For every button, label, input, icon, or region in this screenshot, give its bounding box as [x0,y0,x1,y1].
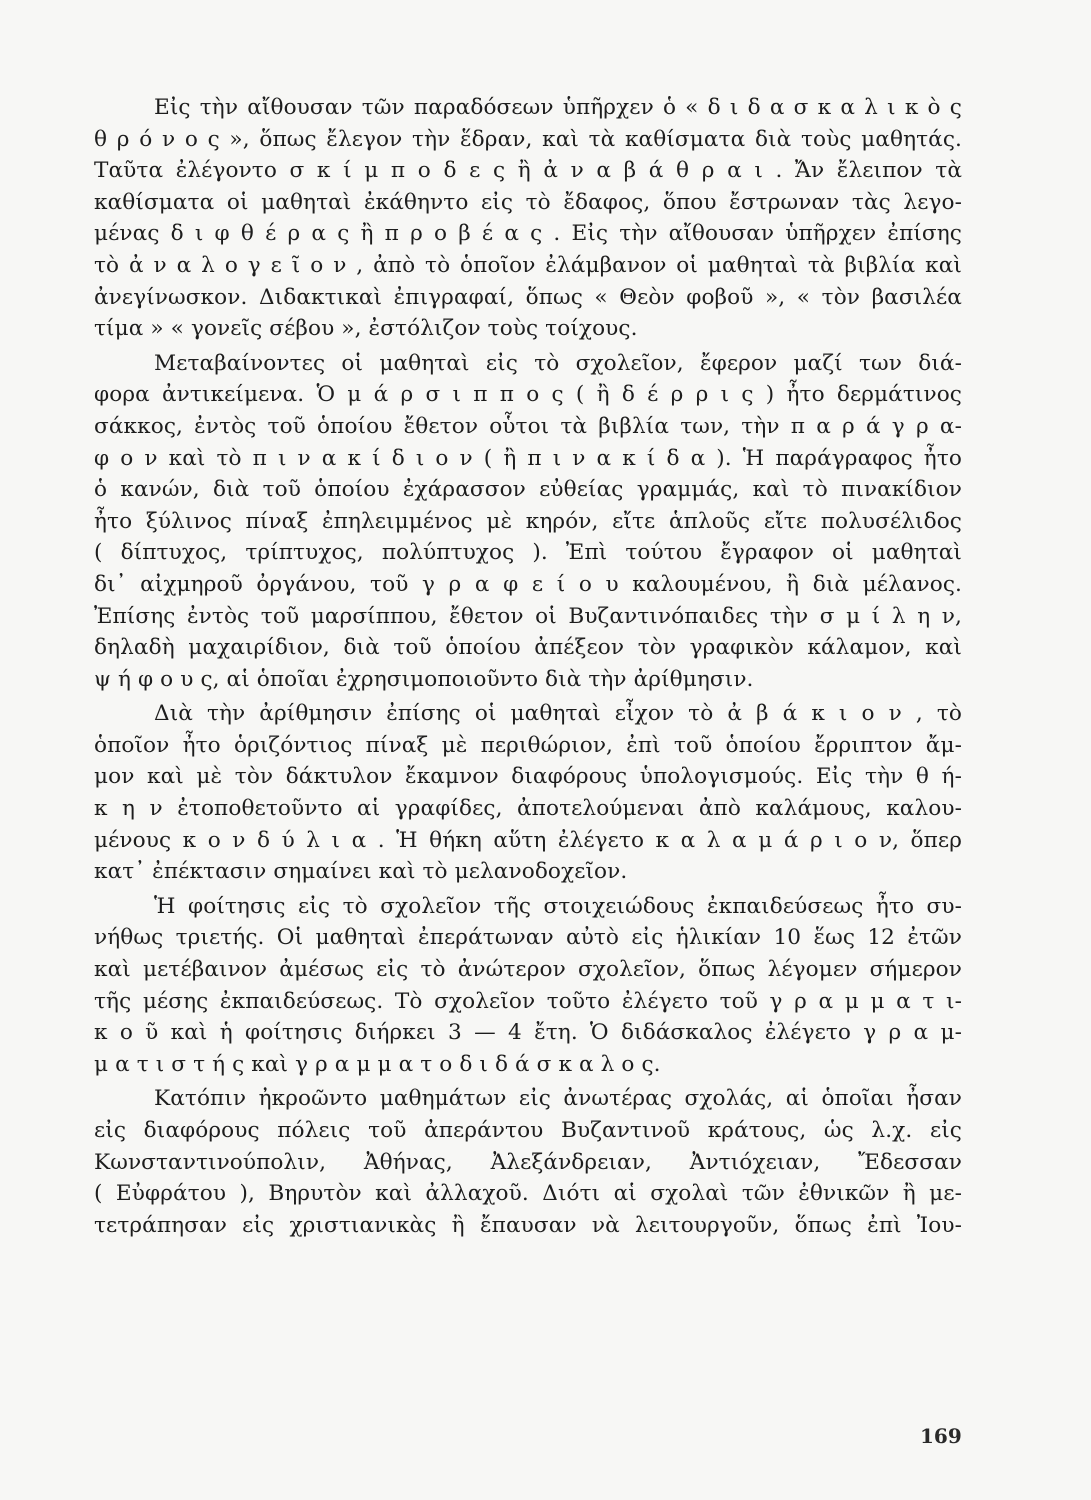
paragraph-counting [94,698,962,888]
text-line: Κωνσταντινούπολιν, Ἀθήνας, Ἀλεξάνδρειαν, Ἀντιόχειαν, Ἔδεσσαν [94,1149,962,1175]
text-line: Εἰς τὴν αἴθουσαν τῶν παραδόσεων ὑπῆρχεν ὁ « δ ι δ α σ κ α λ ι κ ὸ ς [154,95,962,120]
text-line: μένας δ ι φ θ έ ρ α ς ἢ π ρ ο β έ α ς . Εἰς τὴν αἴθουσαν ὑπῆρχεν ἐπίσης [94,221,962,247]
paragraph-school-items [94,348,962,696]
text-line: εἰς διαφόρους πόλεις τοῦ ἀπεράντου Βυζαντινοῦ κράτους, ὡς λ.χ. εἰς [94,1118,962,1143]
text-line: καὶ μετέβαινον ἀμέσως εἰς τὸ ἀνώτερον σχολεῖον, ὅπως λέγομεν σήμερον [94,957,962,983]
text-line: δι᾽ αἰχμηροῦ ὀργάνου, τοῦ γ ρ α φ ε ί ο υ καλουμένου, ἢ διὰ μέλανος. [94,571,962,597]
text-line: ὁ κανών, διὰ τοῦ ὁποίου ἐχάρασσον εὐθείας γραμμάς, καὶ τὸ πινακίδιον [94,477,962,503]
text-line: φ ο ν καὶ τὸ π ι ν α κ ί δ ι ο ν ( ἢ π ι ν α κ ί δ α ). Ἡ παράγραφος ἦτο [94,445,962,471]
text-line: τὸ ἀ ν α λ ο γ ε ῖ ο ν , ἀπὸ τὸ ὁποῖον ἐλάμβανον οἱ μαθηταὶ τὰ βιβλία καὶ [94,252,962,278]
body-text [94,92,962,1241]
text-line: Ἡ φοίτησις εἰς τὸ σχολεῖον τῆς στοιχειώδους ἐκπαιδεύσεως ἦτο συ- [154,893,962,919]
page-number: 169 [920,1424,962,1448]
text-line: Ἐπίσης ἐντὸς τοῦ μαρσίππου, ἔθετον οἱ Βυζαντινόπαιδες τὴν σ μ ί λ η ν, [94,603,962,629]
paragraph-classroom [94,92,962,345]
text-line: μον καὶ μὲ τὸν δάκτυλον ἔκαμνον διαφόρους ὑπολογισμούς. Εἰς τὴν θ ή- [94,764,962,790]
text-line: ὁποῖον ἦτο ὁριζόντιος πίναξ μὲ περιθώριον, ἐπὶ τοῦ ὁποίου ἔρριπτον ἄμ- [94,732,962,758]
text-line: Μεταβαίνοντες οἱ μαθηταὶ εἰς τὸ σχολεῖον, ἔφερον μαζί των διά- [154,350,962,376]
text-line: θ ρ ό ν ο ς », ὅπως ἔλεγον τὴν ἕδραν, καὶ τὰ καθίσματα διὰ τοὺς μαθητάς. [94,126,962,152]
paragraph-higher-schools [94,1083,962,1241]
text-line: τίμα » « γονεῖς σέβου », ἐστόλιζον τοὺς τοίχους. [94,316,638,342]
text-line: καθίσματα οἱ μαθηταὶ ἐκάθηντο εἰς τὸ ἔδαφος, ὅπου ἔστρωναν τὰς λεγο- [94,189,962,215]
text-line: νήθως τριετής. Οἱ μαθηταὶ ἐπεράτωναν αὐτὸ εἰς ἡλικίαν 10 ἕως 12 ἐτῶν [94,925,962,951]
text-line: ( Εὐφράτου ), Βηρυτὸν καὶ ἀλλαχοῦ. Διότι αἱ σχολαὶ τῶν ἐθνικῶν ἢ με- [94,1181,962,1207]
text-line: σάκκος, ἐντὸς τοῦ ὁποίου ἔθετον οὗτοι τὰ βιβλία των, τὴν π α ρ ά γ ρ α- [94,413,962,439]
text-line: Ταῦτα ἐλέγοντο σ κ ί μ π ο δ ε ς ἢ ἀ ν α β ά θ ρ α ι . Ἄν ἔλειπον τὰ [94,158,962,184]
text-line: Κατόπιν ἠκροῶντο μαθημάτων εἰς ἀνωτέρας σχολάς, αἱ ὁποῖαι ἦσαν [154,1086,962,1112]
text-line: ἦτο ξύλινος πίναξ ἐπηλειμμένος μὲ κηρόν, εἴτε ἁπλοῦς εἴτε πολυσέλιδος [94,508,962,534]
text-line: φορα ἀντικείμενα. Ὁ μ ά ρ σ ι π π ο ς ( ἢ δ έ ρ ρ ι ς ) ἦτο δερμάτινος [94,382,962,408]
text-line: κ η ν ἐτοποθετοῦντο αἱ γραφίδες, ἀποτελούμεναι ἀπὸ καλάμους, καλου- [94,796,962,822]
text-line: ( δίπτυχος, τρίπτυχος, πολύπτυχος ). Ἐπὶ τούτου ἔγραφον οἱ μαθηταὶ [94,540,962,566]
text-line: μ α τ ι σ τ ή ς καὶ γ ρ α μ μ α τ ο δ ι δ ά σ κ α λ ο ς. [94,1051,661,1077]
text-line: Διὰ τὴν ἀρίθμησιν ἐπίσης οἱ μαθηταὶ εἶχον τὸ ἀ β ά κ ι ο ν , τὸ [154,701,962,727]
paragraph-attendance [94,891,962,1081]
text-line: ψ ή φ ο υ ς, αἱ ὁποῖαι ἐχρησιμοποιοῦντο διὰ τὴν ἀρίθμησιν. [94,666,754,692]
text-line: κ ο ῦ καὶ ἡ φοίτησις διήρκει 3 — 4 ἔτη. Ὁ διδάσκαλος ἐλέγετο γ ρ α μ- [94,1020,962,1046]
text-line: ἀνεγίνωσκον. Διδακτικαὶ ἐπιγραφαί, ὅπως « Θεὸν φοβοῦ », « τὸν βασιλέα [94,284,962,310]
text-line: τετράπησαν εἰς χριστιανικὰς ἢ ἔπαυσαν νὰ λειτουργοῦν, ὅπως ἐπὶ Ἰου- [94,1212,962,1238]
text-line: κατ᾽ ἐπέκτασιν σημαίνει καὶ τὸ μελανοδοχεῖον. [94,859,628,885]
text-line: δηλαδὴ μαχαιρίδιον, διὰ τοῦ ὁποίου ἀπέξεον τὸν γραφικὸν κάλαμον, καὶ [94,635,962,661]
text-line: μένους κ ο ν δ ύ λ ι α . Ἡ θήκη αὕτη ἐλέγετο κ α λ α μ ά ρ ι ο ν, ὅπερ [94,827,962,853]
text-line: τῆς μέσης ἐκπαιδεύσεως. Τὸ σχολεῖον τοῦτο ἐλέγετο τοῦ γ ρ α μ μ α τ ι- [94,988,962,1014]
